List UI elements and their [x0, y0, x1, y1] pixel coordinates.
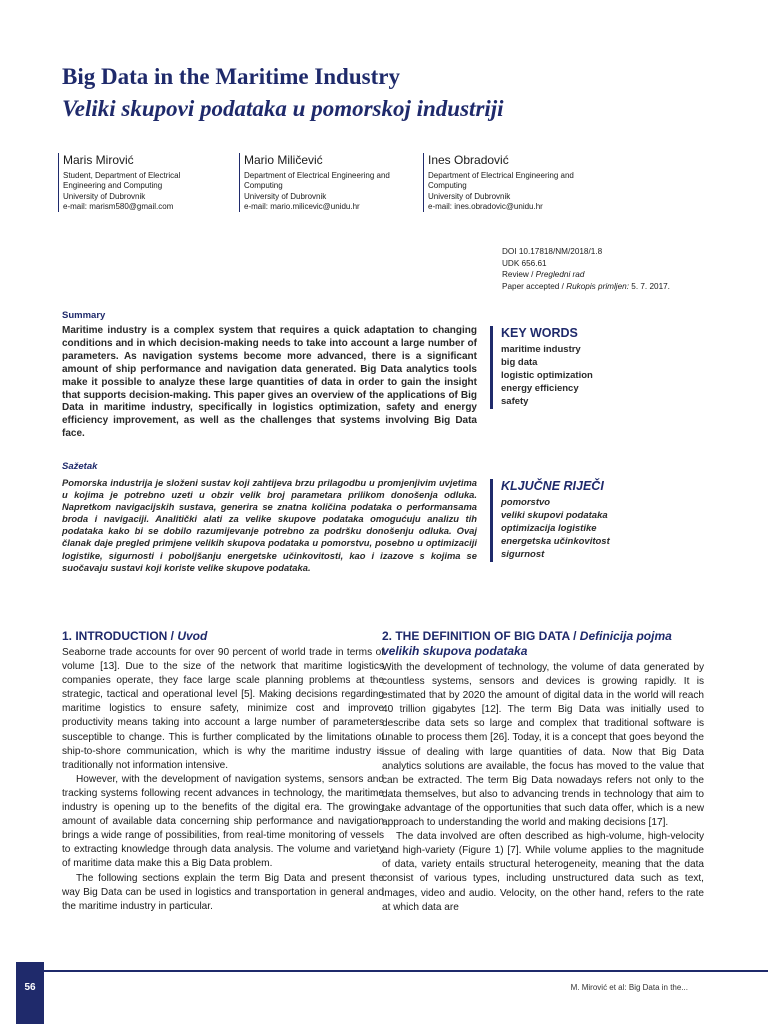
accepted-date: Paper accepted / Rukopis primljen: 5. 7. 2017. [502, 281, 670, 291]
doi: DOI 10.17818/NM/2018/1.8 [502, 247, 603, 256]
author-affiliation: Department of Electrical Engineering and Computing University of Dubrovnik e-mail: ines.obradovic@unidu.hr [428, 171, 574, 211]
column-left [62, 629, 384, 914]
author-name: Maris Mirović [63, 153, 134, 167]
section-2-heading: 2. THE DEFINITION OF BIG DATA / Definicija pojma velikih skupova podataka [382, 629, 672, 658]
keyword: logistic optimization [501, 369, 593, 381]
keyword: sigurnost [501, 548, 545, 560]
keywords-english [490, 326, 651, 409]
paragraph: The following sections explain the term Big Data and present the way Big Data can be used in logistics and transportation in general and the maritime industry in particular. [62, 872, 384, 912]
article-type: Review / Pregledni rad [502, 270, 585, 279]
paragraph: With the development of technology, the volume of data generated by countless systems, sensors and devices is growing rapidly. It is estimated that by 2020 the amount of digital data in the world will reach 40 trillion gigabytes [12]. The term Big Data was initially used to describe data sets so large and complex that traditional software is unable to process them [26]. Today, it is a concept that goes beyond the issue of dealing with large quantities of data. Now that Big Data analytics solutions are available, the focus has moved to the value that can be extracted. The term Big Data nowadays refers not only to the data themselves, but also to advancing trends in technology that aim to take advantage of the opportunities that such data offer, which is a new approach to understanding the world and making decisions [17]. [382, 662, 704, 829]
keyword: big data [501, 356, 538, 368]
keywords-croatian [490, 479, 651, 562]
keyword: safety [501, 395, 529, 407]
keyword: maritime industry [501, 344, 581, 355]
author-1 [58, 153, 233, 212]
running-title: M. Mirović et al: Big Data in the... [570, 983, 688, 992]
udk: UDK 656.61 [502, 258, 547, 268]
author-3 [423, 153, 598, 212]
summary-label: Summary [62, 310, 106, 321]
author-affiliation: Student, Department of Electrical Engineering and Computing University of Dubrovnik e-mail: marism580@gmail.com [63, 171, 181, 211]
author-affiliation: Department of Electrical Engineering and Computing University of Dubrovnik e-mail: mario.milicevic@unidu.hr [244, 171, 390, 211]
title-croatian: Veliki skupovi podataka u pomorskoj industriji [62, 96, 504, 121]
keyword: energetska učinkovitost [501, 535, 610, 547]
title-english: Big Data in the Maritime Industry [62, 64, 400, 89]
article-metadata [502, 246, 670, 292]
paragraph: Seaborne trade accounts for over 90 percent of world trade in terms of volume [13]. Due to the size of the network that maritime logistics companies operate, they face large scale planning problems at the strategic, tactical and operational level [5]. Making decisions regarding maritime logistics to ensure safety, minimize cost and improve productivity means taking into account a large number of parameters susceptible to change. This is further complicated by the limitations of ship-to-shore communication, which is why the maritime industry is traditionally not information intensive. [62, 647, 384, 771]
footer-rule [16, 970, 768, 972]
keyword: energy efficiency [501, 382, 579, 394]
author-2 [239, 153, 414, 212]
summary-text: Maritime industry is a complex system that requires a quick adaptation to changing conditions and in which decision-making needs to take into account a large number of parameters. As navigation systems become more advanced, there is a significant amount of ship performance and navigation data generated. Big Data analytics tools make it possible to analyze these large quantities of data in order to gain the insight that supports decision-making. This paper gives an overview of the applications of Big Data in maritime industry, specifically in logistics optimization, safety and energy efficiency improvement, as well as the challenges that systems involving Big Data face. [62, 325, 477, 440]
keyword: veliki skupovi podataka [501, 509, 608, 521]
sazetak-label: Sažetak [62, 461, 98, 472]
keyword: pomorstvo [501, 497, 551, 508]
keyword: optimizacija logistike [501, 522, 597, 534]
page-number: 56 [16, 962, 44, 1024]
paragraph: However, with the development of navigation systems, sensors and tracking systems following recent advances in technology, the maritime industry is opening up to the benefits of the digital era. The growing amount of available data concerning ship performance and navigation brings a wide range of possibilities, from real-time monitoring of vessels to extracting knowledge through data analysis. The volume and variety of maritime data make this a Big Data problem. [62, 773, 384, 870]
column-right [382, 629, 704, 915]
author-name: Ines Obradović [428, 153, 509, 167]
keywords-heading: KEY WORDS [501, 326, 578, 340]
paragraph: The data involved are often described as high-volume, high-velocity and high-variety (Figure 1) [7]. While volume applies to the magnitude of data, variety entails structural heterogeneity, meaning that the data consist of various types, including unstructured data such as text, images, video and audio. Velocity, on the other hand, refers to the rate at which data are [382, 831, 704, 913]
section-1-heading: 1. INTRODUCTION / Uvod [62, 629, 208, 643]
keywords-heading: KLJUČNE RIJEČI [501, 479, 604, 493]
author-name: Mario Miličević [244, 153, 323, 167]
sazetak-text: Pomorska industrija je složeni sustav koji zahtijeva brzu prilagodbu u promjenjivim uvjetima u kojima je potrebno uzeti u obzir velik broj parametara prilikom donošenja odluka. Napretkom navigacijskih sustava, generira se znatna količina podataka o performansama broda i navigaciji. Analitički alati za velike skupove podataka omogućuju analizu tih podataka kako bi se dobilo razumijevanje potrebno za podršku donošenju odluka. Ovaj članak daje pregled primjene velikih skupova podataka u pomorstvu, posebno u optimizaciji logistike, sigurnosti i poboljšanju energetske učinkovitosti, kao i izazove s kojima se suočavaju sustavi koji koriste velike skupove podataka. [62, 477, 477, 573]
